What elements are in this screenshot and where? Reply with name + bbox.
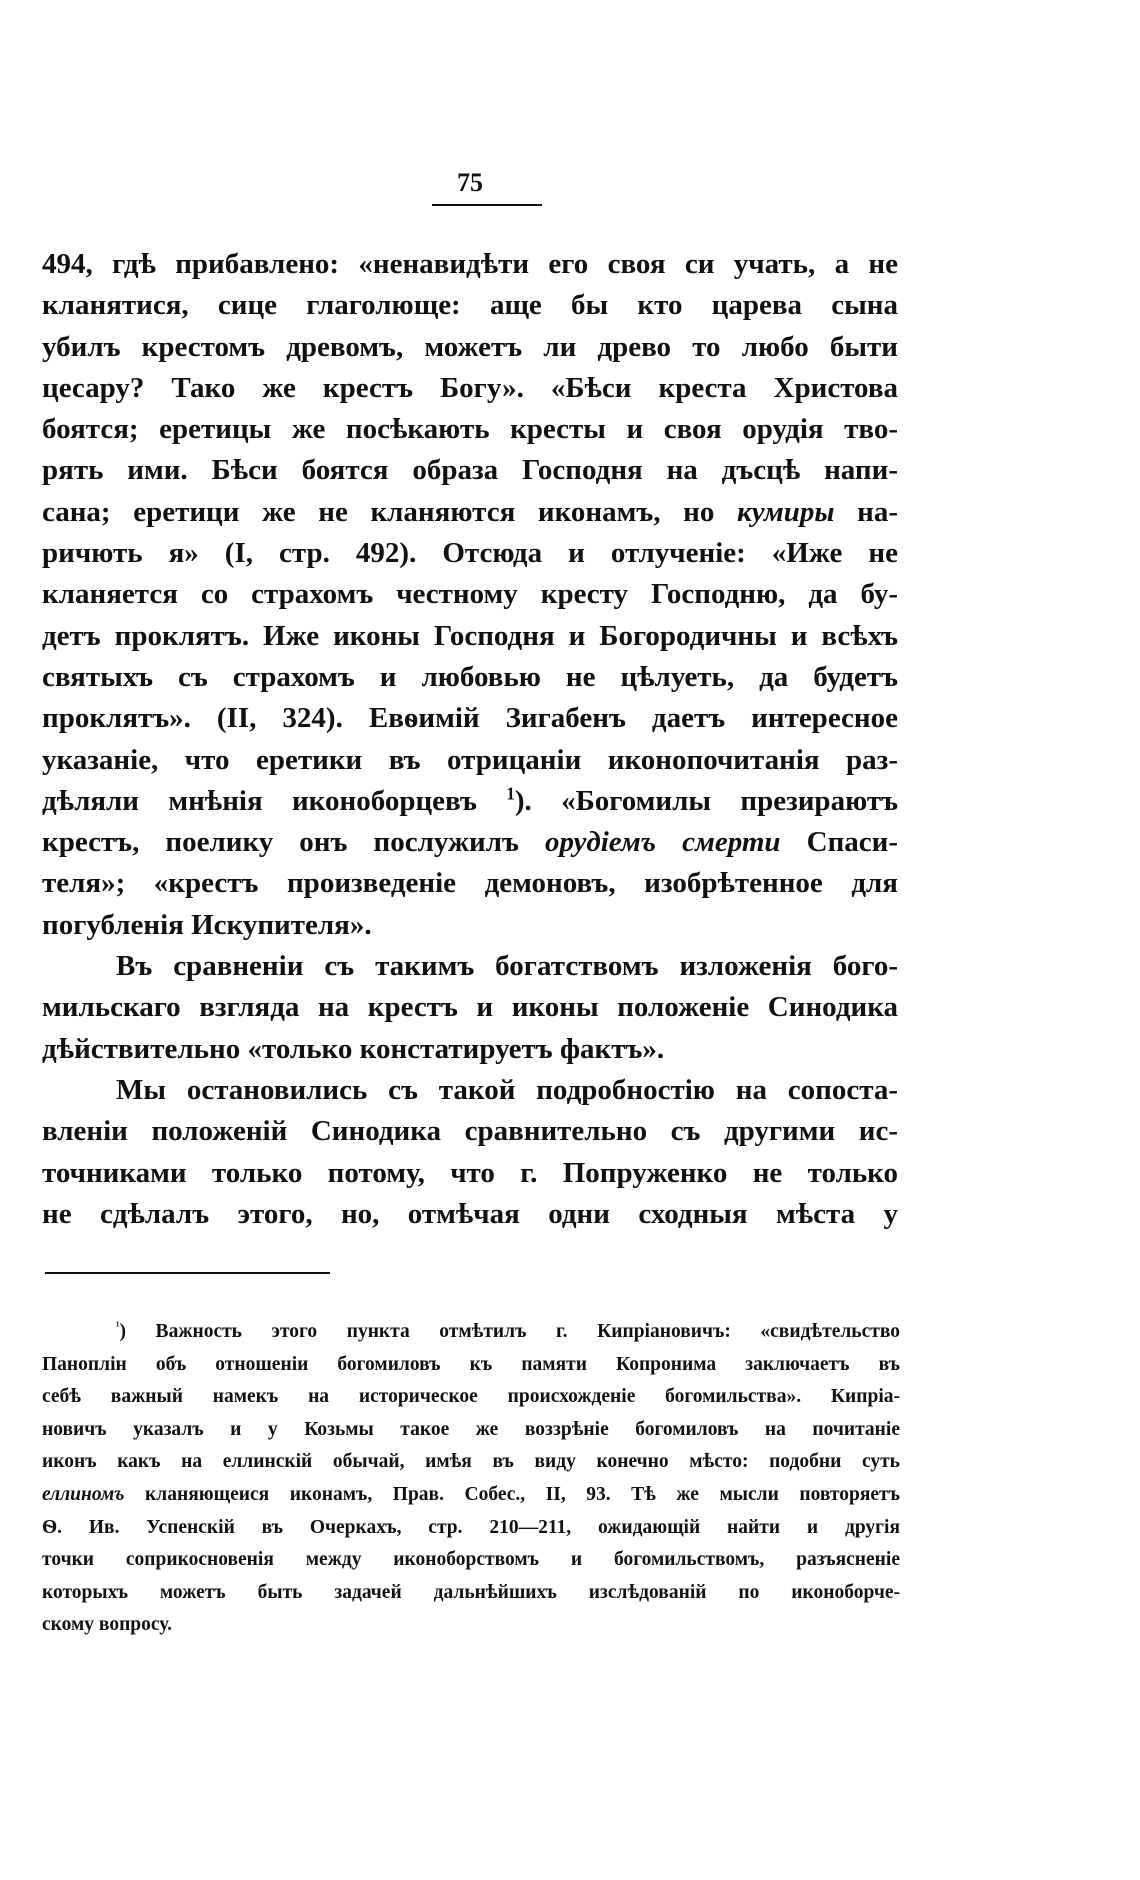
text-segment: кланяющеися иконамъ, Прав. Собес., II, 93. Тѣ же мысли повторяетъ [124,1483,900,1505]
text-line [42,822,898,863]
text-line: вленіи положеній Синодика сравнительно съ другими ис- [42,1115,898,1148]
text-line: мильскаго взгляда на крестъ и иконы положеніе Синодика [42,991,898,1024]
footnote-line: иконъ какъ на еллинскій обычай, имѣя въ виду конечно мѣсто: подобни суть [42,1451,900,1473]
italic-term: кумиры [737,495,835,528]
text-line: дѣйствительно «только констатируетъ фактъ». [42,1032,665,1065]
paragraph-2 [42,946,898,1070]
footnote-line: новичъ указалъ и у Козьмы такое же воззрѣніе богомиловъ на почитаніе [42,1418,900,1440]
text-segment: сана; еретици же не кланяются иконамъ, но [42,495,738,528]
text-line: проклятъ». (II, 324). Евѳимій Зигабенъ даетъ интересное [42,702,898,735]
footnote-rule [45,1272,330,1274]
text-line: кланяется со страхомъ честному кресту Господню, да бу- [42,578,898,611]
italic-term: орудіемъ смерти [544,826,781,859]
text-segment: Спаси- [780,826,898,859]
paragraph-1 [42,244,898,946]
text-segment: на- [834,495,898,528]
footnote-ref[interactable]: 1 [506,783,515,804]
text-segment: ). «Богомилы презираютъ [514,784,898,817]
page-number-rule [432,204,542,206]
footnote-line [42,1479,900,1512]
footnote-marker: ¹ [116,1319,120,1333]
text-segment: крестъ, поелику онъ послужилъ [42,826,545,859]
italic-term: еллиномъ [42,1483,125,1505]
text-line: боятся; еретицы же посѣкають кресты и своя орудія тво- [42,413,898,446]
footnote-line: скому вопросу. [42,1614,172,1636]
text-line: погубленія Искупителя». [42,908,372,941]
footnote-line: точки соприкосновенія между иконоборствомъ и богомильствомъ, разъясненіе [42,1549,900,1571]
text-line: точниками только потому, что г. Попруженко не только [42,1156,898,1189]
text-line: ричють я» (I, стр. 492). Отсюда и отлученіе: «Иже не [42,537,898,570]
text-line: Мы остановились съ такой подробностію на сопоста- [116,1073,898,1106]
text-line: указаніе, что еретики въ отрицаніи иконопочитанія раз- [42,743,898,776]
text-line: рять ими. Бѣси боятся образа Господня на дъсцѣ напи- [42,454,898,487]
text-line: не сдѣлалъ этого, но, отмѣчая одни сходныя мѣста у [42,1197,898,1230]
text-line: убилъ крестомъ древомъ, можетъ ли древо то любо быти [42,330,898,363]
page-number: 75 [457,168,483,197]
text-line: Въ сравненіи съ такимъ богатствомъ изложенія бого- [116,950,898,983]
text-segment: ) Важность этого пункта отмѣтилъ г. Кипріановичъ: «свидѣтельство [119,1321,900,1342]
text-line: детъ проклятъ. Иже иконы Господня и Богородичны и всѣхъ [42,619,898,652]
footnote-line: которыхъ можетъ быть задачей дальнѣйшихъ изслѣдованій по иконоборче- [42,1581,900,1603]
text-line [42,492,898,533]
text-line: цесару? Тако же крестъ Богу». «Бѣси креста Христова [42,371,898,404]
text-line: теля»; «крестъ произведеніе демоновъ, изобрѣтенное для [42,867,898,900]
footnote-line: Ѳ. Ив. Успенскій въ Очеркахъ, стр. 210—211, ожидающій найти и другія [42,1516,900,1538]
text-line [42,781,898,822]
text-line: святыхъ съ страхомъ и любовью не цѣлуеть, да будетъ [42,660,898,693]
text-line: кланятися, сице глаголюще: аще бы кто царева сына [42,289,898,322]
footnote-line: себѣ важный намекъ на историческое происхожденіе богомильства». Кипріа- [42,1386,900,1408]
text-line: 494, гдѣ прибавлено: «ненавидѣти его своя си учать, а не [42,248,898,280]
paragraph-3 [42,1070,898,1235]
footnote [42,1316,900,1642]
main-text [42,244,898,1235]
text-segment: дѣляли мнѣнія иконоборцевъ [42,784,507,817]
footnote-line: Паноплін объ отношеніи богомиловъ къ памяти Копронима заключаетъ въ [42,1353,900,1375]
footnote-line [42,1316,900,1349]
